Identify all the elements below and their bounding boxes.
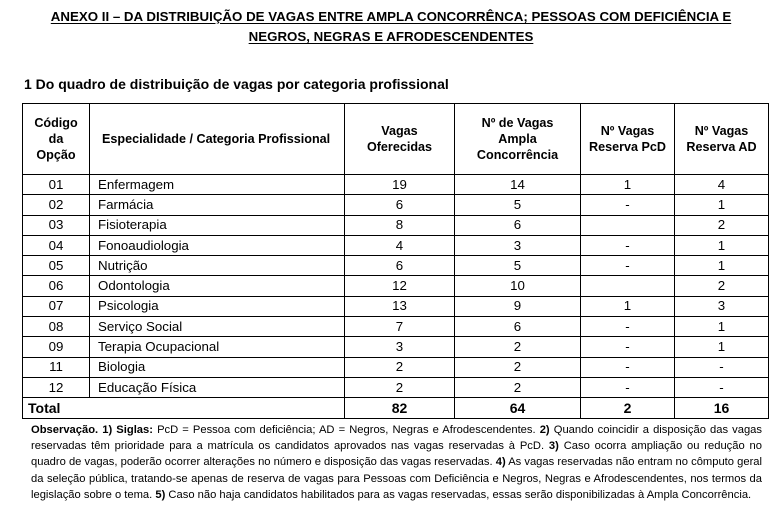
cell-especialidade: Farmácia — [90, 195, 345, 215]
cell-ad: 2 — [675, 276, 769, 296]
cell-codigo: 12 — [23, 377, 90, 397]
table-row — [23, 195, 769, 215]
table-row — [23, 337, 769, 357]
table-row — [23, 215, 769, 235]
cell-codigo: 09 — [23, 337, 90, 357]
cell-ad: 1 — [675, 195, 769, 215]
total-ad: 16 — [675, 398, 769, 418]
cell-ampla: 10 — [455, 276, 581, 296]
cell-pcd: 1 — [581, 175, 675, 195]
cell-ampla: 6 — [455, 317, 581, 337]
obs-item-5-number: 5) — [155, 488, 166, 501]
cell-pcd: - — [581, 195, 675, 215]
obs-item-3-text: Caso ocorra ampliação ou redução no quadro de vagas, poderão ocorrer alterações no número e disposição das vagas reservadas. — [31, 440, 762, 469]
cell-vagas: 8 — [345, 215, 455, 235]
cell-especialidade: Fisioterapia — [90, 215, 345, 235]
section-heading: 1 Do quadro de distribuição de vagas por categoria profissional — [24, 76, 449, 92]
annex-title — [0, 7, 782, 47]
cell-vagas: 6 — [345, 195, 455, 215]
cell-vagas: 3 — [345, 337, 455, 357]
cell-ampla: 2 — [455, 357, 581, 377]
cell-codigo: 06 — [23, 276, 90, 296]
cell-codigo: 01 — [23, 175, 90, 195]
cell-codigo: 05 — [23, 256, 90, 276]
cell-codigo: 02 — [23, 195, 90, 215]
table-row — [23, 377, 769, 397]
cell-codigo: 08 — [23, 317, 90, 337]
cell-ad: 3 — [675, 296, 769, 316]
cell-especialidade: Odontologia — [90, 276, 345, 296]
cell-ad: - — [675, 377, 769, 397]
header-vagas-oferecidas: Vagas Oferecidas — [345, 104, 455, 175]
cell-pcd: - — [581, 337, 675, 357]
cell-vagas: 2 — [345, 357, 455, 377]
header-codigo: Código da Opção — [23, 104, 90, 175]
cell-especialidade: Terapia Ocupacional — [90, 337, 345, 357]
cell-pcd — [581, 276, 675, 296]
obs-label: Observação. — [31, 424, 99, 436]
cell-vagas: 19 — [345, 175, 455, 195]
annex-title-line-1: ANEXO II – DA DISTRIBUIÇÃO DE VAGAS ENTRE AMPLA CONCORRÊNCA; PESSOAS COM DEFICIÊNCIA E — [50, 9, 732, 24]
cell-especialidade: Biologia — [90, 357, 345, 377]
table-row — [23, 317, 769, 337]
cell-ad: 1 — [675, 317, 769, 337]
cell-ampla: 5 — [455, 195, 581, 215]
cell-vagas: 13 — [345, 296, 455, 316]
cell-pcd: - — [581, 317, 675, 337]
observation-note — [31, 422, 762, 503]
vacancy-distribution-table — [22, 103, 769, 419]
cell-ad: 1 — [675, 235, 769, 255]
obs-item-3-number: 3) — [548, 440, 559, 453]
cell-pcd: - — [581, 235, 675, 255]
cell-pcd: - — [581, 357, 675, 377]
cell-ampla: 14 — [455, 175, 581, 195]
table-row — [23, 276, 769, 296]
cell-ampla: 9 — [455, 296, 581, 316]
cell-especialidade: Educação Física — [90, 377, 345, 397]
cell-ad: 1 — [675, 337, 769, 357]
cell-especialidade: Psicologia — [90, 296, 345, 316]
header-ampla-concorrencia: Nº de Vagas Ampla Concorrência — [455, 104, 581, 175]
cell-pcd: - — [581, 377, 675, 397]
obs-item-1-number: 1) Siglas: — [102, 424, 153, 436]
cell-ampla: 2 — [455, 337, 581, 357]
cell-especialidade: Fonoaudiologia — [90, 235, 345, 255]
cell-especialidade: Nutrição — [90, 256, 345, 276]
cell-ampla: 5 — [455, 256, 581, 276]
header-reserva-ad: Nº Vagas Reserva AD — [675, 104, 769, 175]
cell-ampla: 6 — [455, 215, 581, 235]
cell-codigo: 11 — [23, 357, 90, 377]
cell-ad: 1 — [675, 256, 769, 276]
table-row — [23, 296, 769, 316]
cell-codigo: 03 — [23, 215, 90, 235]
table-row — [23, 235, 769, 255]
cell-vagas: 6 — [345, 256, 455, 276]
total-pcd: 2 — [581, 398, 675, 418]
cell-vagas: 4 — [345, 235, 455, 255]
table-row — [23, 357, 769, 377]
obs-item-4-text: As vagas reservadas não entram no cômputo geral da seleção pública, tratando-se apenas de reserva de vagas para Pessoas com Deficiência e Negros, Negras e Afrodescendentes, nos termos da legislação sobre o tema. — [31, 456, 763, 501]
cell-especialidade: Enfermagem — [90, 175, 345, 195]
cell-pcd: 1 — [581, 296, 675, 316]
obs-item-4-number: 4) — [495, 456, 506, 469]
cell-ampla: 2 — [455, 377, 581, 397]
cell-vagas: 12 — [345, 276, 455, 296]
cell-codigo: 04 — [23, 235, 90, 255]
cell-pcd: - — [581, 256, 675, 276]
obs-item-5-text: Caso não haja candidatos habilitados para as vagas reservadas, essas serão disponibilizadas à Ampla Concorrência. — [165, 488, 752, 501]
total-row — [23, 398, 769, 418]
obs-item-2-number: 2) — [539, 424, 550, 436]
total-label: Total — [23, 398, 345, 418]
cell-ad: - — [675, 357, 769, 377]
annex-title-line-2: NEGROS, NEGRAS E AFRODESCENDENTES — [248, 29, 534, 44]
table-row — [23, 175, 769, 195]
cell-vagas: 2 — [345, 377, 455, 397]
header-especialidade: Especialidade / Categoria Profissional — [90, 104, 345, 175]
cell-especialidade: Serviço Social — [90, 317, 345, 337]
table-row — [23, 256, 769, 276]
cell-pcd — [581, 215, 675, 235]
cell-ad: 4 — [675, 175, 769, 195]
table-header-row — [23, 104, 769, 175]
total-ampla: 64 — [455, 398, 581, 418]
cell-ad: 2 — [675, 215, 769, 235]
total-vagas: 82 — [345, 398, 455, 418]
obs-item-2-text: Quando coincidir a disposição das vagas reservadas têm prioridade para a matrícula os candidatos aprovados nas vagas reservadas à PcD. — [31, 424, 762, 453]
header-reserva-pcd: Nº Vagas Reserva PcD — [581, 104, 675, 175]
cell-ampla: 3 — [455, 235, 581, 255]
cell-codigo: 07 — [23, 296, 90, 316]
obs-item-1-text: PcD = Pessoa com deficiência; AD = Negros, Negras e Afrodescendentes. — [152, 424, 540, 436]
cell-vagas: 7 — [345, 317, 455, 337]
